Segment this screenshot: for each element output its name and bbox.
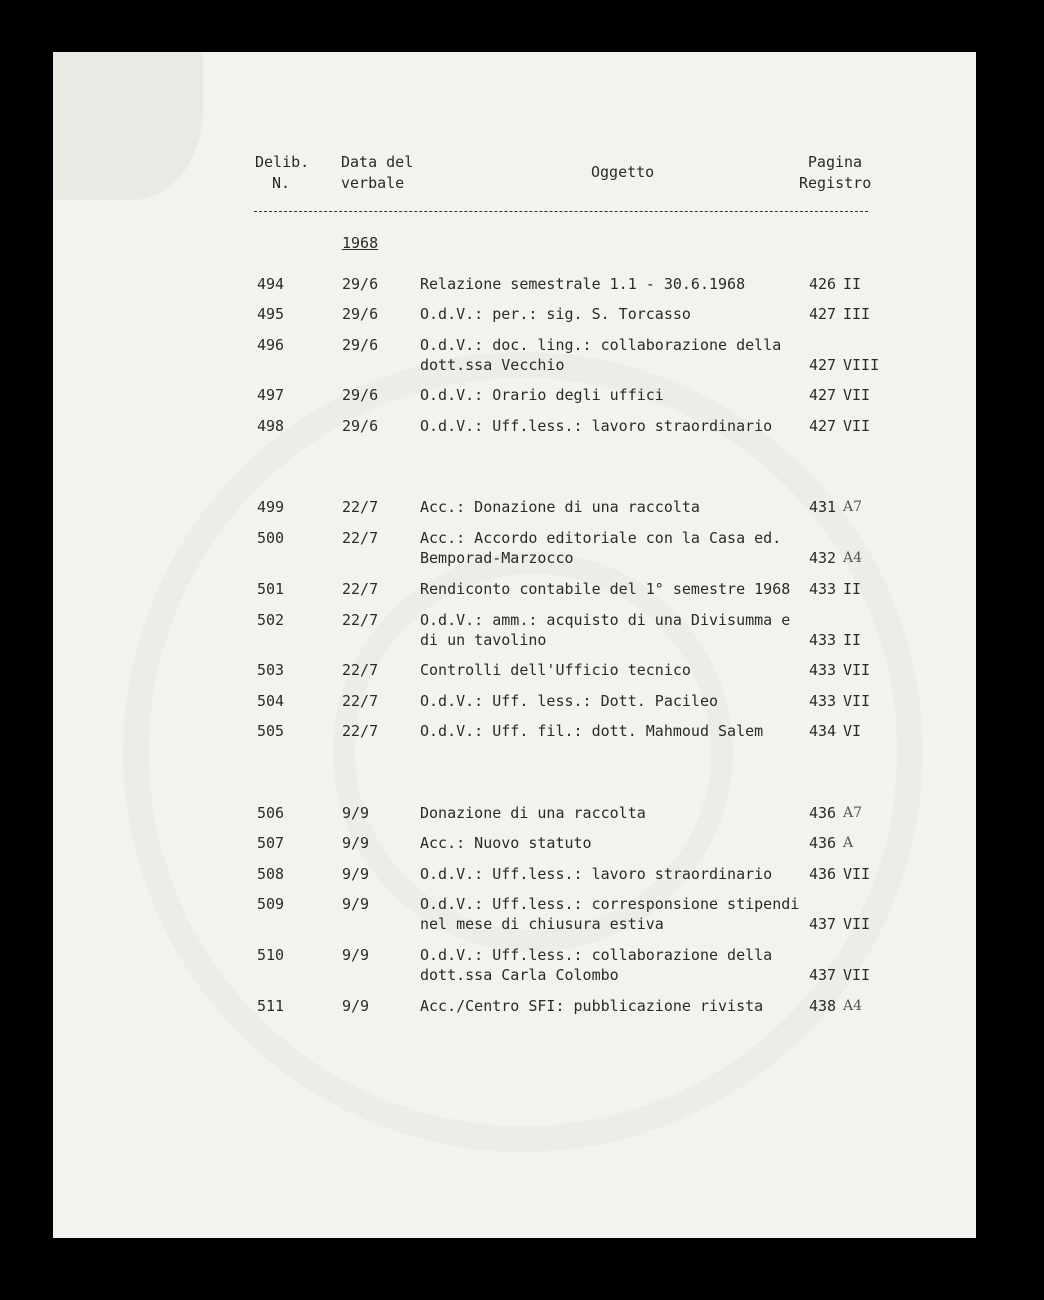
oggetto-text (420, 833, 592, 853)
registro-section: VII (843, 966, 871, 984)
registro-section: VII (843, 865, 871, 883)
registro-section: VIII (843, 356, 880, 374)
verbale-date: 29/6 (342, 417, 379, 435)
verbale-date: 9/9 (342, 834, 370, 852)
oggetto-line-2: dott.ssa Vecchio (420, 356, 565, 374)
delib-number: 511 (257, 997, 285, 1015)
delib-number: 495 (257, 305, 285, 323)
registro-page: 437 (809, 966, 837, 984)
oggetto-text (420, 996, 763, 1016)
delib-number: 503 (257, 661, 285, 679)
oggetto-text (420, 660, 691, 680)
oggetto-line-1: O.d.V.: amm.: acquisto di una Divisumma e (420, 611, 791, 629)
registro-section: VII (843, 915, 871, 933)
oggetto-text (420, 610, 790, 650)
registro-section: A7 (843, 499, 863, 515)
delib-number: 499 (257, 498, 285, 516)
oggetto-line-1: Acc.: Nuovo statuto (420, 834, 592, 852)
registro-page: 431 (809, 498, 837, 516)
registro-page: 427 (809, 417, 837, 435)
delib-number: 505 (257, 722, 285, 740)
oggetto-line-1: O.d.V.: Uff. less.: Dott. Pacileo (420, 692, 719, 710)
registro-section: A4 (843, 550, 863, 566)
oggetto-line-2: Bemporad-Marzocco (420, 549, 574, 567)
registro-section: A7 (843, 805, 863, 821)
verbale-date: 29/6 (342, 386, 379, 404)
verbale-date: 22/7 (342, 529, 379, 547)
header-data-line2: verbale (341, 174, 405, 192)
registro-page: 433 (809, 631, 837, 649)
registro-page: 436 (809, 865, 837, 883)
registro-section: VII (843, 692, 871, 710)
oggetto-line-2: dott.ssa Carla Colombo (420, 966, 619, 984)
oggetto-line-1: Controlli dell'Ufficio tecnico (420, 661, 691, 679)
verbale-date: 9/9 (342, 997, 370, 1015)
oggetto-line-1: O.d.V.: Orario degli uffici (420, 386, 664, 404)
oggetto-line-1: Rendiconto contabile del 1° semestre 1968 (420, 580, 791, 598)
oggetto-text (420, 385, 664, 405)
header-pagina-line2: Registro (799, 174, 872, 192)
registro-section: A (843, 835, 854, 851)
verbale-date: 22/7 (342, 692, 379, 710)
delib-number: 507 (257, 834, 285, 852)
registro-section: III (843, 305, 871, 323)
verbale-date: 22/7 (342, 611, 379, 629)
delib-number: 504 (257, 692, 285, 710)
oggetto-text (420, 864, 772, 884)
oggetto-text (420, 304, 691, 324)
oggetto-line-1: O.d.V.: Uff.less.: lavoro straordinario (420, 417, 773, 435)
oggetto-text (420, 691, 718, 711)
oggetto-line-1: O.d.V.: per.: sig. S. Torcasso (420, 305, 691, 323)
delib-number: 506 (257, 804, 285, 822)
oggetto-line-2: nel mese di chiusura estiva (420, 915, 664, 933)
header-pagina-line1: Pagina (807, 153, 863, 171)
delib-number: 497 (257, 386, 285, 404)
registro-page: 426 (809, 275, 837, 293)
oggetto-text (420, 945, 772, 985)
registro-page: 434 (809, 722, 837, 740)
delib-number: 509 (257, 895, 285, 913)
registro-page: 433 (809, 661, 837, 679)
oggetto-text (420, 528, 781, 568)
oggetto-text (420, 416, 772, 436)
header-rule (254, 211, 868, 212)
registro-section: II (843, 275, 862, 293)
oggetto-text (420, 335, 781, 375)
verbale-date: 9/9 (342, 946, 370, 964)
oggetto-line-1: O.d.V.: Uff.less.: lavoro straordinario (420, 865, 773, 883)
header-data (341, 152, 413, 194)
oggetto-line-1: Relazione semestrale 1.1 - 30.6.1968 (420, 275, 746, 293)
registro-section: VII (843, 386, 871, 404)
registro-page: 427 (809, 356, 837, 374)
delib-number: 502 (257, 611, 285, 629)
header-delib (255, 152, 309, 194)
registro-page: 436 (809, 804, 837, 822)
registro-section: II (843, 631, 862, 649)
oggetto-text (420, 274, 745, 294)
registro-section: A4 (843, 998, 863, 1014)
verbale-date: 9/9 (342, 895, 370, 913)
verbale-date: 9/9 (342, 804, 370, 822)
registro-page: 433 (809, 580, 837, 598)
oggetto-line-1: Acc./Centro SFI: pubblicazione rivista (420, 997, 764, 1015)
oggetto-line-2: di un tavolino (420, 631, 547, 649)
header-delib-line1: Delib. (255, 153, 310, 171)
delib-number: 501 (257, 580, 285, 598)
registro-section: VI (843, 722, 862, 740)
underlying-sheet-corner (53, 52, 203, 200)
verbale-date: 22/7 (342, 722, 379, 740)
oggetto-text (420, 497, 700, 517)
registro-page: 432 (809, 549, 837, 567)
oggetto-text (420, 721, 763, 741)
registro-page: 433 (809, 692, 837, 710)
registro-section: II (843, 580, 862, 598)
oggetto-line-1: Acc.: Donazione di una raccolta (420, 498, 700, 516)
registro-section: VII (843, 417, 871, 435)
verbale-date: 22/7 (342, 661, 379, 679)
header-oggetto: Oggetto (591, 163, 655, 181)
verbale-date: 29/6 (342, 275, 379, 293)
delib-number: 496 (257, 336, 285, 354)
registro-section: VII (843, 661, 871, 679)
registro-page: 427 (809, 386, 837, 404)
delib-number: 510 (257, 946, 285, 964)
oggetto-line-1: O.d.V.: Uff.less.: corresponsione stipendi (420, 895, 800, 913)
verbale-date: 22/7 (342, 498, 379, 516)
verbale-date: 9/9 (342, 865, 370, 883)
delib-number: 508 (257, 865, 285, 883)
header-data-line1: Data del (341, 153, 414, 171)
delib-number: 500 (257, 529, 285, 547)
oggetto-text (420, 894, 799, 934)
delib-number: 498 (257, 417, 285, 435)
registro-page: 427 (809, 305, 837, 323)
verbale-date: 29/6 (342, 305, 379, 323)
header-pagina (799, 152, 871, 194)
oggetto-text (420, 803, 646, 823)
year-heading: 1968 (342, 234, 379, 252)
verbale-date: 29/6 (342, 336, 379, 354)
oggetto-text (420, 579, 790, 599)
oggetto-line-1: O.d.V.: Uff.less.: collaborazione della (420, 946, 773, 964)
delib-number: 494 (257, 275, 285, 293)
header-delib-line2: N. (272, 174, 291, 192)
oggetto-line-1: Acc.: Accordo editoriale con la Casa ed. (420, 529, 782, 547)
registro-page: 437 (809, 915, 837, 933)
registro-page: 438 (809, 997, 837, 1015)
oggetto-line-1: O.d.V.: Uff. fil.: dott. Mahmoud Salem (420, 722, 764, 740)
oggetto-line-1: O.d.V.: doc. ling.: collaborazione della (420, 336, 782, 354)
oggetto-line-1: Donazione di una raccolta (420, 804, 646, 822)
verbale-date: 22/7 (342, 580, 379, 598)
registro-page: 436 (809, 834, 837, 852)
